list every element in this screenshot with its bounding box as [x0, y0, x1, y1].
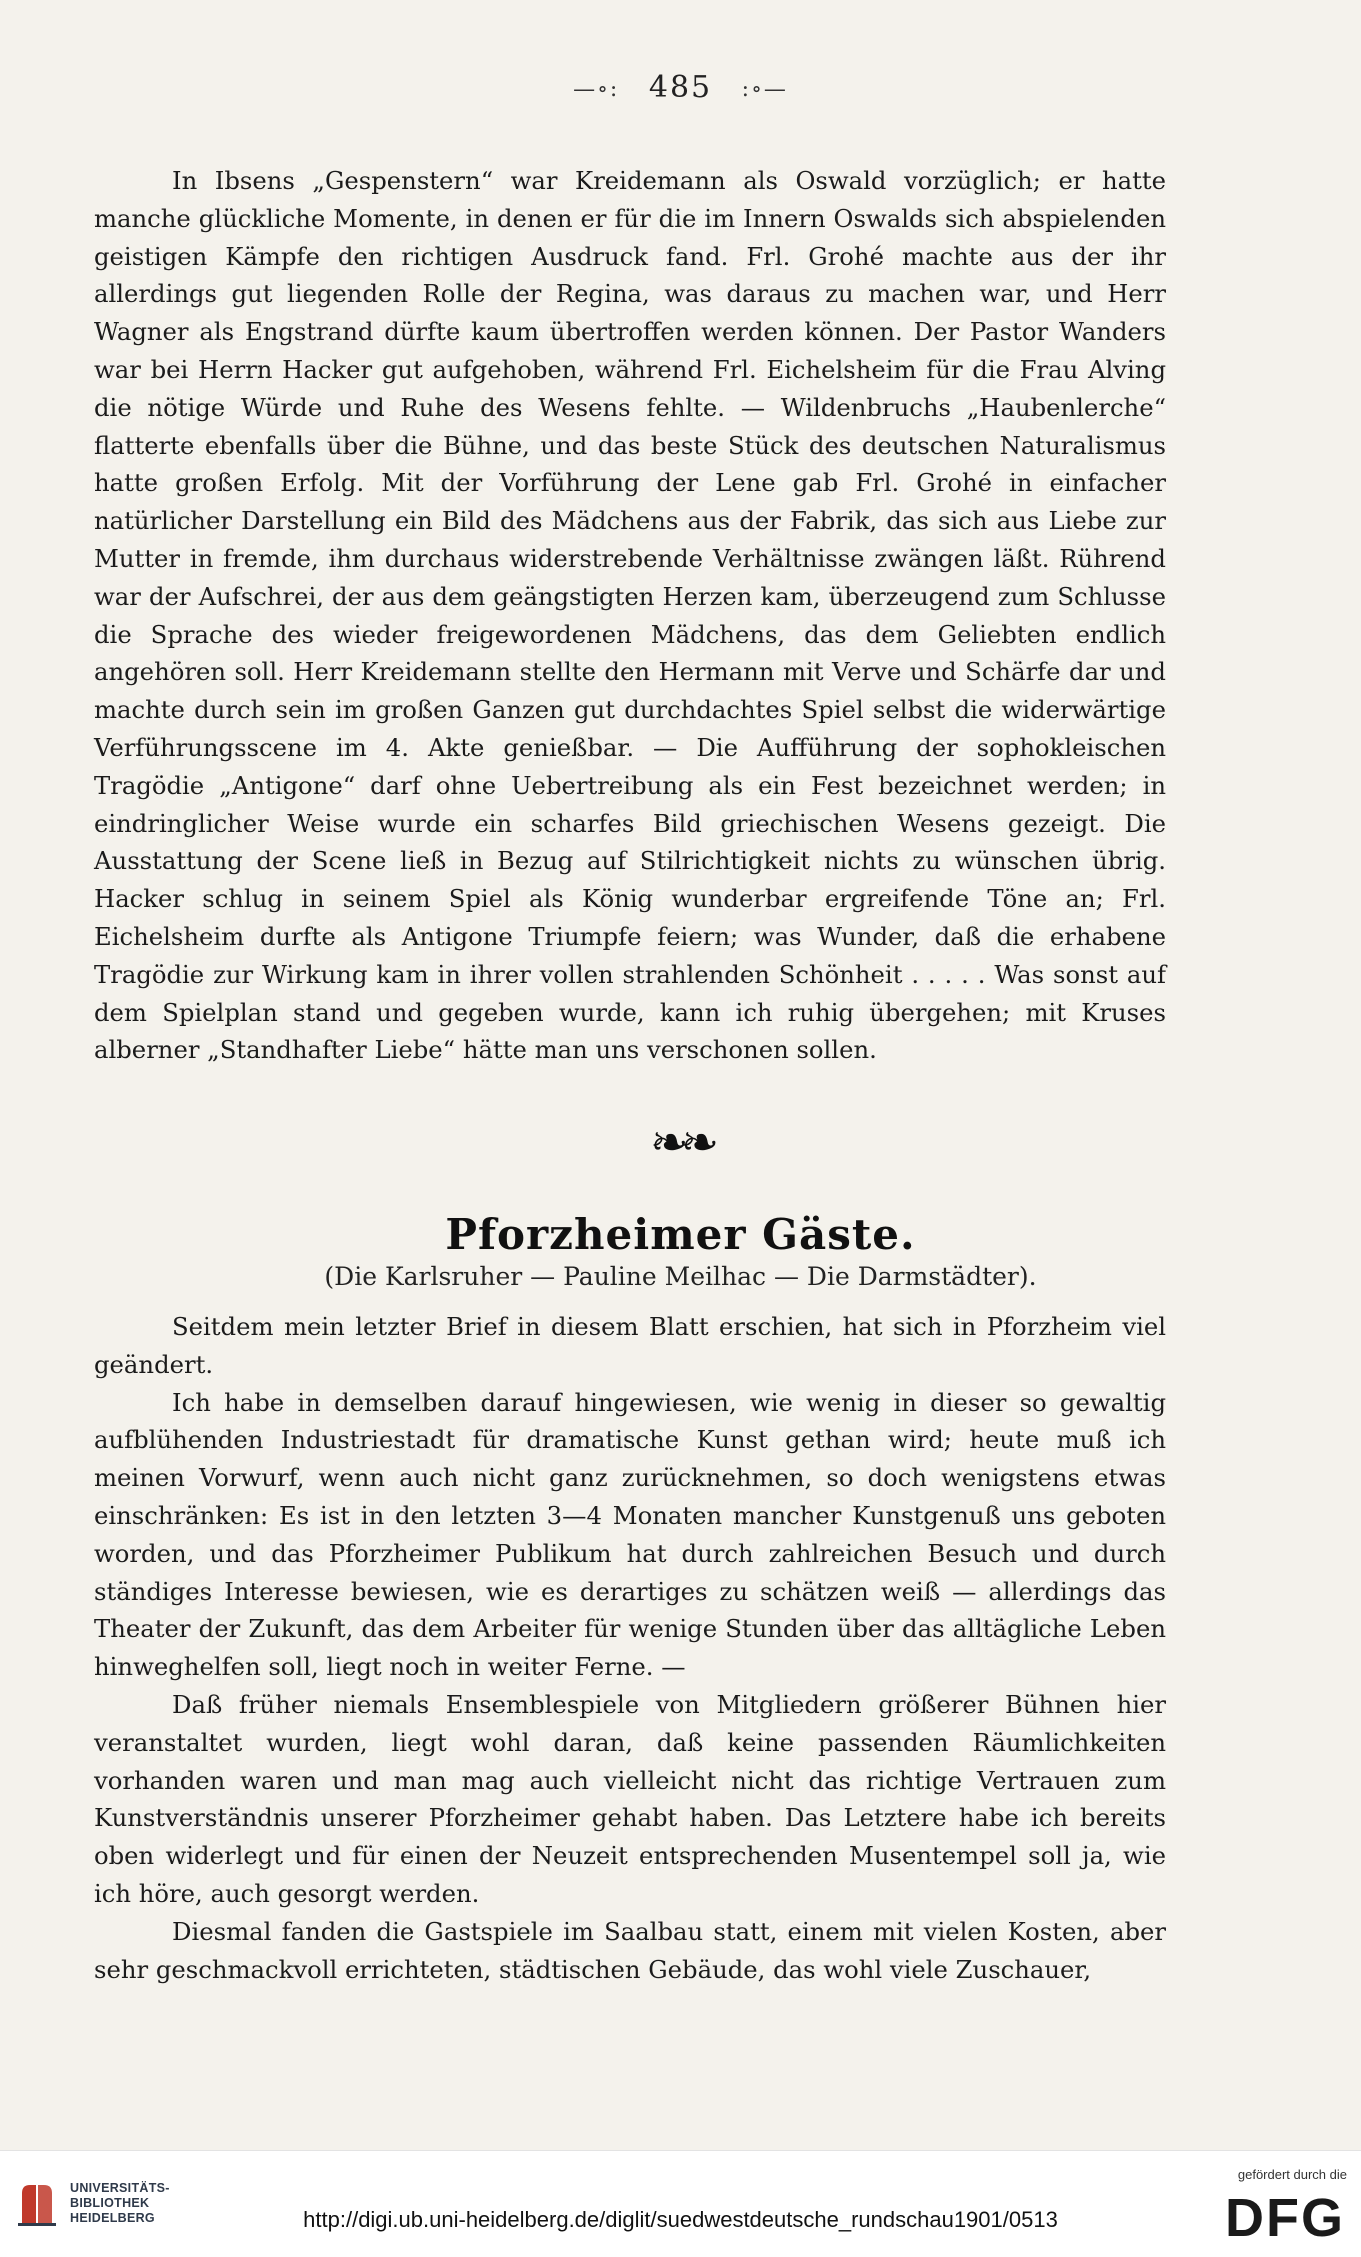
section-divider-ornament: ❧❧	[649, 1115, 712, 1169]
page-number: 485	[648, 70, 713, 105]
source-url-link[interactable]: http://digi.ub.uni-heidelberg.de/diglit/suedwestdeutsche_rundschau1901/0513	[303, 2207, 1058, 2232]
dfg-caption: gefördert durch die	[1237, 2167, 1347, 2182]
library-name: UNIVERSITÄTS- BIBLIOTHEK HEIDELBERG	[70, 2181, 170, 2225]
paragraph: Seitdem mein letzter Brief in diesem Blatt erschien, hat sich in Pforzheim viel geändert.	[94, 1312, 1166, 1379]
dfg-logo: DFG	[1225, 2188, 1345, 2248]
digitization-footer	[0, 2150, 1361, 2257]
section-title: Pforzheimer Gäste.	[445, 1210, 916, 1259]
paragraph: Ich habe in demselben darauf hingewiesen, wie wenig in dieser so gewaltig aufblühenden Industriestadt für dramatische Kunst gethan wird; heute muß ich meinen Vorwurf, wenn auch nicht ganz zurücknehmen, so doch wenigstens etwas einschränken: Es ist in den letzten 3—4 Monaten mancher Kunstgenuß uns geboten worden, und das Pforzheimer Publikum hat durch zahlreichen Besuch und durch ständiges Interesse bewiesen, wie es derartiges zu schätzen weiß — allerdings das Theater der Zukunft, das dem Arbeiter für wenige Stunden über das alltägliche Leben hinweghelfen soll, liegt noch in weiter Ferne. —	[94, 1387, 1166, 1682]
page-header	[0, 70, 1361, 105]
header-left-ornament: —∘:	[573, 76, 620, 102]
paragraph: Daß früher niemals Ensemblespiele von Mitgliedern größerer Bühnen hier veranstaltet wurden, liegt wohl daran, daß keine passenden Räumlichkeiten vorhanden waren und man mag auch vielleicht nicht das richtige Vertrauen zum Kunstverständnis unserer Pforzheimer gehabt haben. Das Letztere habe ich bereits oben widerlegt und für einen der Neuzeit entsprechenden Musentempel soll ja, wie ich höre, auch gesorgt werden.	[94, 1689, 1166, 1908]
header-right-ornament: :∘—	[741, 76, 788, 102]
article-text-top	[94, 162, 1166, 1069]
paragraph: In Ibsens „Gespenstern“ war Kreidemann als Oswald vorzüglich; er hatte manche glückliche Momente, in denen er für die im Innern Oswalds sich abspielenden geistigen Kämpfe den richtigen Ausdruck fand. Frl. Grohé machte aus der ihr allerdings gut liegenden Rolle der Regina, was daraus zu machen war, und Herr Wagner als Engstrand dürfte kaum übertroffen werden können. Der Pastor Wanders war bei Herrn Hacker gut aufgehoben, während Frl. Eichelsheim für die Frau Alving die nötige Würde und Ruhe des Wesens fehlte. — Wildenbruchs „Haubenlerche“ flatterte ebenfalls über die Bühne, und das beste Stück des deutschen Naturalismus hatte großen Erfolg. Mit der Vorführung der Lene gab Frl. Grohé in einfacher natürlicher Darstellung ein Bild des Mädchens aus der Fabrik, das sich aus Liebe zur Mutter in fremde, ihm durchaus widerstrebende Verhältnisse zwängen läßt. Rührend war der Aufschrei, der aus dem geängstigten Herzen kam, überzeugend zum Schlusse die Sprache des wieder freigewordenen Mädchens, das dem Geliebten endlich angehören soll. Herr Kreidemann stellte den Hermann mit Verve und Schärfe dar und machte durch sein im großen Ganzen gut durchdachtes Spiel selbst die widerwärtige Verführungsscene im 4. Akte genießbar. — Die Aufführung der sophokleischen Tragödie „Antigone“ darf ohne Uebertreibung als ein Fest bezeichnet werden; in eindringlicher Weise wurde ein scharfes Bild griechischen Wesens gezeigt. Die Ausstattung der Scene ließ in Bezug auf Stilrichtigkeit nichts zu wünschen übrig. Hacker schlug in seinem Spiel als König wunderbar ergreifende Töne an; Frl. Eichelsheim durfte als Antigone Triumpfe feiern; was Wunder, daß die erhabene Tragödie zur Wirkung kam in ihrer vollen strahlenden Schönheit . . . . . Was sonst auf dem Spielplan stand und gegeben wurde, kann ich ruhig übergehen; mit Kruses alberner „Standhafter Liebe“ hätte man uns verschonen sollen.	[94, 166, 1166, 1065]
section-subtitle: (Die Karlsruher — Pauline Meilhac — Die Darmstädter).	[324, 1262, 1037, 1291]
article-text-bottom	[94, 1308, 1166, 1988]
paragraph: Diesmal fanden die Gastspiele im Saalbau statt, einem mit vielen Kosten, aber sehr geschmackvoll errichteten, städtischen Gebäude, das wohl viele Zuschauer,	[94, 1916, 1166, 1984]
